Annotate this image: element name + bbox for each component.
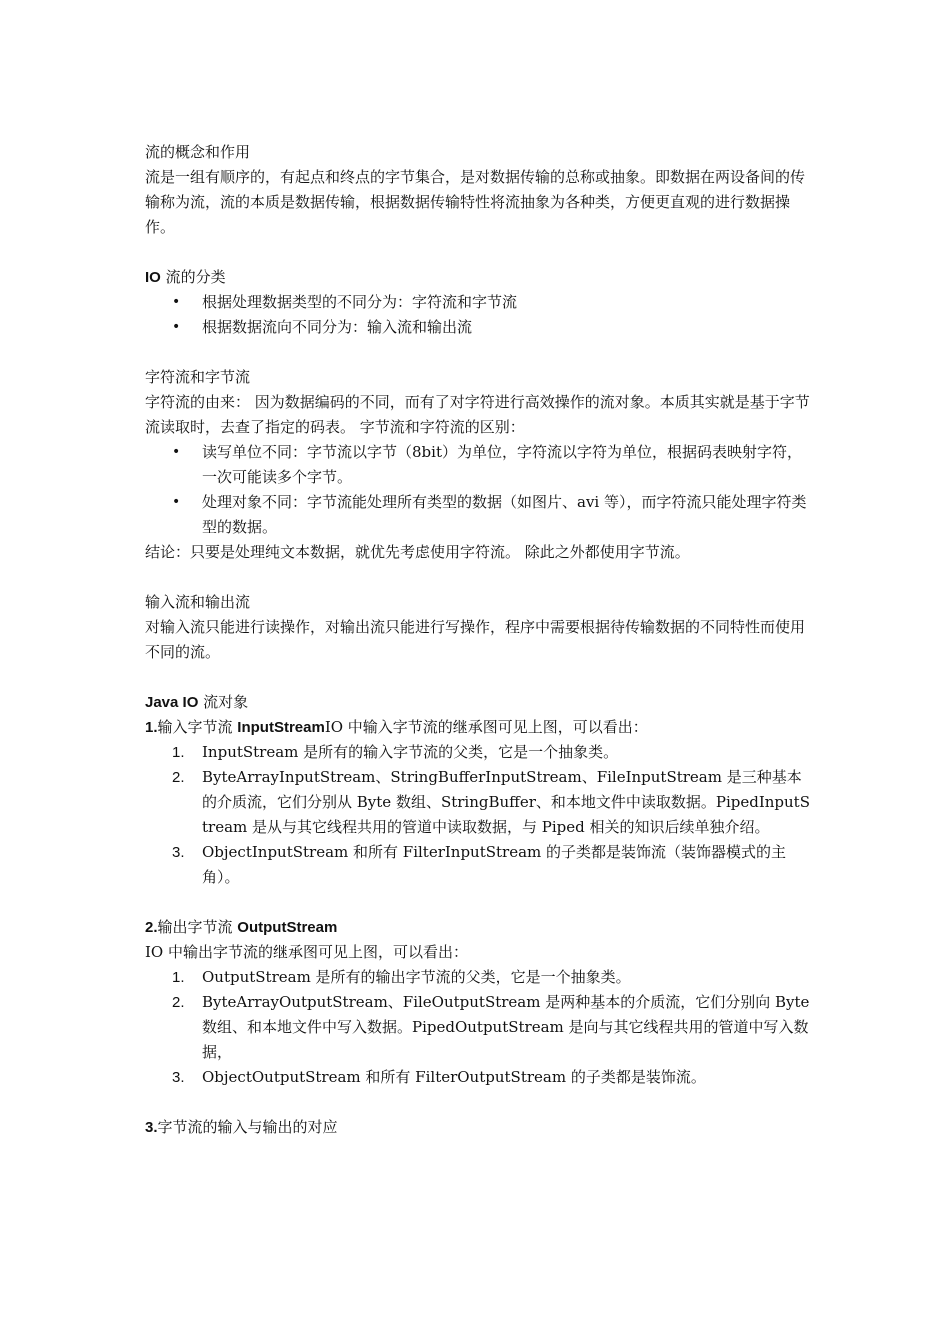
- list-item: [145, 990, 813, 1065]
- spacer: [145, 565, 813, 590]
- list-text: ByteArrayOutputStream、FileOutputStream 是两种基本的介质流，它们分别向 Byte 数组、和本地文件中写入数据。PipedOutputStream 是向与其它线程共用的管道中写入数据，: [202, 993, 810, 1061]
- section-heading-input-output-stream: 输入流和输出流: [145, 593, 251, 611]
- paragraph-stream-concept: 流是一组有顺序的，有起点和终点的字节集合，是对数据传输的总称或抽象。即数据在两设备间的传输称为流，流的本质是数据传输，根据数据传输特性将流抽象为各种类，方便更直观的进行数据操作。: [145, 168, 806, 236]
- list-number: 2.: [172, 769, 185, 786]
- document-page: [145, 140, 813, 1140]
- list-number: 3.: [172, 844, 185, 861]
- spacer: [145, 340, 813, 365]
- spacer: [145, 890, 813, 915]
- numbered-list-outputstream: [145, 965, 813, 1090]
- subheading-class-name: OutputStream: [237, 919, 338, 936]
- section-heading-java-io: [145, 690, 813, 715]
- list-item: [145, 1065, 813, 1090]
- list-text: ByteArrayInputStream、StringBufferInputStream、FileInputStream 是三种基本的介质流，它们分别从 Byte 数组、StringBuffer、和本地文件中读取数据。PipedInputStream 是从与其它线程共用的管道中读取数据，与 Piped 相关的知识后续单独介绍。: [202, 768, 810, 836]
- list-number: 1.: [172, 744, 185, 761]
- list-text: OutputStream 是所有的输出字节流的父类，它是一个抽象类。: [202, 968, 631, 986]
- subheading-byte-stream-correspondence: [145, 1115, 813, 1140]
- spacer: [145, 1090, 813, 1115]
- list-text: InputStream 是所有的输入字节流的父类，它是一个抽象类。: [202, 743, 619, 761]
- list-text: ObjectOutputStream 和所有 FilterOutputStream 的子类都是装饰流。: [202, 1068, 706, 1086]
- paragraph-char-stream-origin: 字符流的由来： 因为数据编码的不同，而有了对字符进行高效操作的流对象。本质其实就是基于字节流读取时，去查了指定的码表。 字节流和字符流的区别：: [145, 393, 810, 436]
- paragraph-input-output-stream: 对输入流只能进行读操作，对输出流只能进行写操作，程序中需要根据待传输数据的不同特性而使用不同的流。: [145, 618, 806, 661]
- list-item: • 读写单位不同：字节流以字节（8bit）为单位，字符流以字符为单位，根据码表映射字符，一次可能读多个字节。: [145, 440, 813, 490]
- list-item: • 处理对象不同：字节流能处理所有类型的数据（如图片、avi 等），而字符流只能处理字符类型的数据。: [145, 490, 813, 540]
- list-item: • 根据处理数据类型的不同分为：字符流和字节流: [145, 290, 813, 315]
- section-heading-io-classification: [145, 265, 813, 290]
- list-item: [145, 740, 813, 765]
- heading-bold-part: IO: [145, 269, 161, 286]
- numbered-list-inputstream: [145, 740, 813, 890]
- list-item: [145, 840, 813, 890]
- subheading-number: 1.: [145, 719, 158, 736]
- subheading-text: 输入字节流: [157, 718, 238, 736]
- subheading-number: 2.: [145, 919, 158, 936]
- list-number: 2.: [172, 994, 185, 1011]
- list-text: ObjectInputStream 和所有 FilterInputStream 的子类都是装饰流（装饰器模式的主角）。: [202, 843, 787, 886]
- list-item: • 根据数据流向不同分为：输入流和输出流: [145, 315, 813, 340]
- subheading-number: 3.: [145, 1119, 158, 1136]
- subheading-outputstream: [145, 915, 813, 940]
- list-number: 3.: [172, 1069, 185, 1086]
- list-item: [145, 965, 813, 990]
- spacer: [145, 665, 813, 690]
- spacer: [145, 240, 813, 265]
- section-heading-char-byte-stream: 字符流和字节流: [145, 368, 251, 386]
- paragraph-outputstream-intro: IO 中输出字节流的继承图可见上图，可以看出：: [145, 943, 468, 961]
- subheading-text: 输出字节流: [157, 918, 238, 936]
- section-heading-stream-concept: 流的概念和作用: [145, 143, 251, 161]
- heading-bold-part: Java IO: [145, 694, 199, 711]
- heading-text-part: 流对象: [198, 693, 249, 711]
- bullet-list-differences: [145, 440, 813, 540]
- list-item: [145, 765, 813, 840]
- subheading-text: 字节流的输入与输出的对应: [157, 1118, 338, 1136]
- subheading-inputstream: [145, 715, 813, 740]
- subheading-class-name: InputStream: [237, 719, 325, 736]
- list-number: 1.: [172, 969, 185, 986]
- conclusion-text: 结论：只要是处理纯文本数据，就优先考虑使用字符流。 除此之外都使用字节流。: [145, 543, 690, 561]
- subheading-rest: IO 中输入字节流的继承图可见上图，可以看出：: [324, 718, 648, 736]
- heading-text-part: 流的分类: [160, 268, 226, 286]
- bullet-list-io-classification: [145, 290, 813, 340]
